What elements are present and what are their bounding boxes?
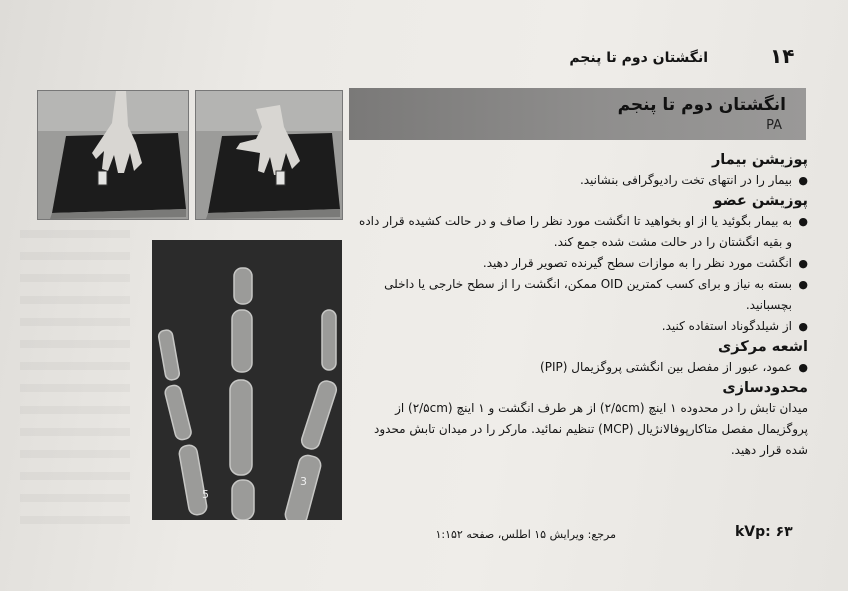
section-title: انگشتان دوم تا پنجم: [617, 95, 786, 115]
section-heading: اشعه مرکزی: [718, 339, 808, 355]
digit-label-5: 5: [202, 488, 209, 501]
list-item: ● از شیلدگوناد استفاده کنید.: [350, 316, 808, 337]
procedure-content: [350, 150, 808, 461]
section-part-position: [350, 191, 808, 337]
list-item: ● بسته به نیاز و برای کسب کمترین OID ممکن، انگشت را از سطح خارجی یا داخلی بچسبانید.: [350, 274, 808, 316]
reference-note: مرجع: ویرایش ۱۵ اطلس، صفحه ۱:۱۵۲: [435, 528, 616, 541]
list-item: ● به بیمار بگوئید یا از او بخواهید تا انگشت مورد نظر را صاف و در حالت کشیده قرار داده و بقیه انگشتان را در حالت مشت شده جمع کند.: [350, 211, 808, 253]
section-heading: پوزیشن عضو: [713, 193, 808, 209]
bleed-through-text: [20, 230, 130, 530]
digit-label-3: 3: [300, 475, 307, 488]
page-number: ۱۴: [770, 44, 795, 68]
section-central-ray: [350, 337, 808, 378]
running-title: انگشتان دوم تا پنجم: [569, 50, 708, 66]
section-heading: پوزیشن بیمار: [711, 152, 808, 168]
collimation-text: میدان تابش را در محدوده ۱ اینچ (۲/۵cm) از هر طرف انگشت و ۱ اینچ (۲/۵cm) از پروگزیمال مفصل متاکارپوفالانژیال (MCP) تنظیم نمائید. مارکر را در میدان تابش محدود شده قرار دهید.: [374, 401, 808, 457]
section-patient-position: [350, 150, 808, 191]
list-item: ● عمود، عبور از مفصل بین انگشتی پروگزیمال (PIP): [350, 357, 808, 378]
finger-radiograph: [152, 240, 342, 520]
positioning-photo-left: [37, 90, 189, 220]
section-heading: محدودسازی: [722, 380, 808, 396]
title-bar: [349, 88, 806, 140]
kvp-value: kVp: ۶۳: [735, 524, 793, 540]
positioning-photo-right: [195, 90, 343, 220]
list-item: ● انگشت مورد نظر را به موازات سطح گیرنده تصویر قرار دهید.: [350, 253, 808, 274]
section-collimation: [350, 378, 808, 461]
list-item: ● بیمار را در انتهای تخت رادیوگرافی بنشانید.: [350, 170, 808, 191]
projection-label: PA: [766, 118, 782, 133]
